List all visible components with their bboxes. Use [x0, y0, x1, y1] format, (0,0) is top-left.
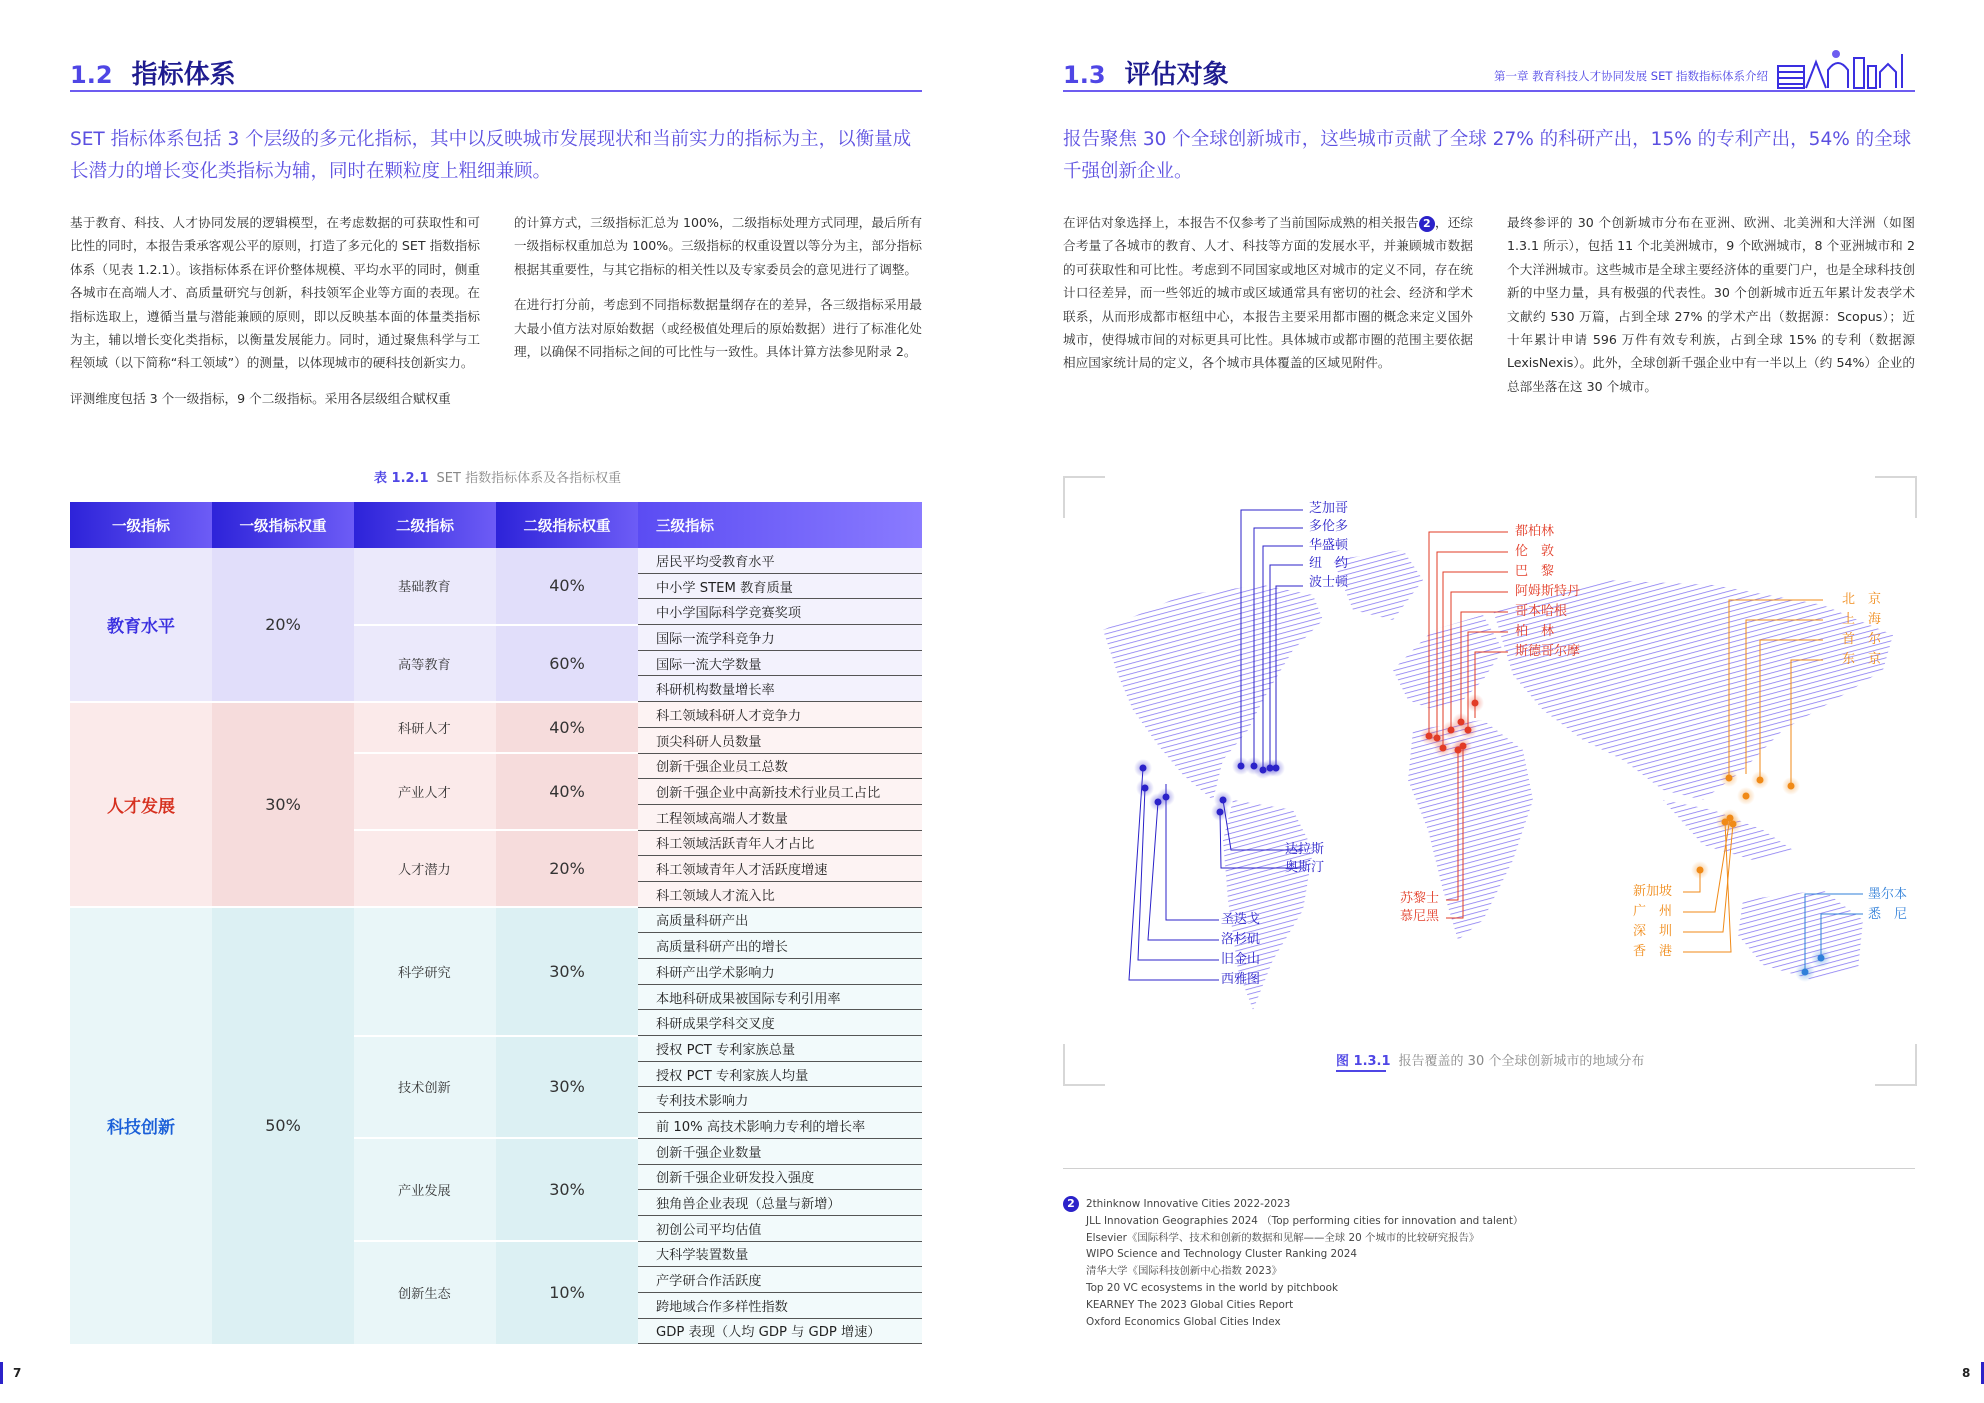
right-section-heading	[1063, 54, 1229, 91]
city-label: 墨尔本	[1868, 887, 1908, 902]
city-label: 苏黎士	[1400, 891, 1440, 906]
level2-name: 产业发展	[354, 1138, 496, 1241]
level2-name: 科学研究	[354, 907, 496, 1035]
city-label-group-na-mid	[1285, 841, 1324, 877]
city-skyline-logo	[1776, 48, 1916, 90]
city-label: 奥斯汀	[1285, 860, 1325, 875]
city-label: 新加坡	[1633, 884, 1673, 899]
level3-item: 科研成果学科交叉度	[638, 1010, 922, 1036]
city-label: 西雅图	[1221, 972, 1261, 987]
level3-item: 独角兽企业表现（总量与新增）	[638, 1190, 922, 1216]
city-label: 圣迭戈	[1221, 912, 1261, 927]
city-label: 悉 尼	[1868, 907, 1908, 922]
chapter-header: 第一章 教育科技人才协同发展 SET 指数指标体系介绍	[1494, 69, 1769, 83]
paragraph: 基于教育、科技、人才协同发展的逻辑模型，在考虑数据的可获取性和可比性的同时，本报告秉承客观公平的原则，打造了多元化的 SET 指数指标体系（见表 1.2.1）。该指标体系在评价整体规模、平均水平的同时，侧重各城市在高端人才、高质量研究与创新，科技领军企业等方面的表现。在指标选取上，遵循当量与潜能兼顾的原则，即以反映基本面的体量类指标为主，辅以增长变化类指标，以衡量发展能力。同时，通过聚焦科学与工程领域（以下简称“科工领域”）的测量，以体现城市的硬科技创新实力。	[70, 215, 480, 371]
city-label: 多伦多	[1309, 519, 1349, 535]
right-page-number: 8	[1962, 1366, 1971, 1380]
indicator-table	[70, 502, 922, 1344]
level2-weight: 30%	[496, 1138, 638, 1241]
city-label-group-na-bottom	[1221, 910, 1260, 990]
header-cell: 二级指标权重	[496, 502, 638, 548]
right-heading-rule	[1063, 90, 1915, 92]
level3-item: 产学研合作活跃度	[638, 1267, 922, 1293]
level3-item: 顶尖科研人员数量	[638, 727, 922, 753]
level3-item: 本地科研成果被国际专利引用率	[638, 984, 922, 1010]
paragraph	[1063, 211, 1473, 375]
level2-weight: 40%	[496, 753, 638, 830]
level2-weight: 40%	[496, 548, 638, 625]
city-label-group-oc	[1868, 885, 1907, 925]
city-label: 东 京	[1842, 652, 1882, 667]
level3-item: 工程领域高端人才数量	[638, 804, 922, 830]
level2-weight: 40%	[496, 702, 638, 753]
section-number: 1.3	[1063, 61, 1106, 89]
reference-item: JLL Innovation Geographies 2024 （Top performing cities for innovation and talent）	[1086, 1214, 1524, 1227]
level1-weight: 30%	[212, 702, 354, 908]
city-label: 芝加哥	[1309, 501, 1349, 516]
city-label: 伦 敦	[1515, 544, 1555, 559]
level2-name: 创新生态	[354, 1241, 496, 1344]
left-lead-paragraph: SET 指标体系包括 3 个层级的多元化指标，其中以反映城市发展现状和当前实力的指标为主，以衡量成长潜力的增长变化类指标为辅，同时在颗粒度上粗细兼顾。	[70, 129, 912, 182]
city-label-group-as-top	[1842, 590, 1881, 670]
paragraph-text: 在评估对象选择上，本报告不仅参考了当前国际成熟的相关报告	[1063, 215, 1419, 230]
footnote-divider	[1063, 1168, 1915, 1169]
figure-caption	[1336, 1050, 1644, 1069]
header-cell: 三级指标	[638, 502, 922, 548]
table-row	[70, 907, 922, 933]
header-cell: 一级指标权重	[212, 502, 354, 548]
section-title: 指标体系	[131, 60, 236, 90]
city-label: 慕尼黑	[1400, 909, 1440, 924]
city-label: 香 港	[1633, 944, 1673, 959]
reference-item: Top 20 VC ecosystems in the world by pitchbook	[1086, 1281, 1339, 1294]
frame-corner	[1875, 1044, 1917, 1086]
level3-item: 创新千强企业中高新技术行业员工占比	[638, 779, 922, 805]
city-label: 旧金山	[1221, 952, 1261, 967]
level3-item: 居民平均受教育水平	[638, 548, 922, 573]
level3-item: GDP 表现（人均 GDP 与 GDP 增速）	[638, 1318, 922, 1344]
table-row	[70, 702, 922, 728]
city-label: 北 京	[1842, 592, 1882, 607]
world-city-map	[1063, 500, 1915, 1040]
level3-item: 大科学装置数量	[638, 1241, 922, 1267]
level3-item: 高质量科研产出	[638, 907, 922, 933]
level3-item: 科工领域人才流入比	[638, 881, 922, 907]
level3-item: 科工领域活跃青年人才占比	[638, 830, 922, 856]
level2-weight: 10%	[496, 1241, 638, 1344]
level1-name: 人才发展	[70, 702, 212, 908]
left-section-heading	[70, 54, 236, 91]
level2-name: 产业人才	[354, 753, 496, 830]
city-label: 华盛顿	[1309, 537, 1349, 553]
city-label: 达拉斯	[1285, 842, 1325, 857]
city-label: 深 圳	[1633, 924, 1673, 939]
level3-item: 国际一流学科竞争力	[638, 625, 922, 651]
right-lead-paragraph: 报告聚焦 30 个全球创新城市，这些城市贡献了全球 27% 的科研产出，15% 的专利产出，54% 的全球千强创新企业。	[1063, 129, 1912, 182]
table-caption-text: SET 指数指标体系及各指标权重	[436, 471, 622, 486]
reference-item: 清华大学《国际科技创新中心指数 2023》	[1086, 1265, 1282, 1278]
reference-item: 2thinknow Innovative Cities 2022-2023	[1086, 1198, 1291, 1210]
level1-weight: 50%	[212, 907, 354, 1344]
reference-item: Elsevier《国际科学、技术和创新的数据和见解——全球 20 个城市的比较研究报告》	[1086, 1231, 1480, 1244]
level2-name: 基础教育	[354, 548, 496, 625]
left-heading-rule	[70, 90, 922, 92]
level3-item: 跨地域合作多样性指数	[638, 1292, 922, 1318]
level3-item: 创新千强企业员工总数	[638, 753, 922, 779]
level2-name: 技术创新	[354, 1036, 496, 1139]
city-label: 巴 黎	[1515, 564, 1555, 579]
level2-name: 高等教育	[354, 625, 496, 702]
level3-item: 科工领域青年人才活跃度增速	[638, 856, 922, 882]
city-label: 上 海	[1842, 612, 1882, 627]
section-title: 评估对象	[1124, 60, 1229, 90]
level3-item: 科工领域科研人才竞争力	[638, 702, 922, 728]
city-label: 斯德哥尔摩	[1515, 644, 1581, 659]
reference-item: KEARNEY The 2023 Global Cities Report	[1086, 1298, 1294, 1311]
figure-caption-label: 图 1.3.1	[1336, 1054, 1391, 1069]
city-label-group-as-bottom	[1633, 882, 1672, 962]
city-label: 阿姆斯特丹	[1515, 584, 1581, 599]
level2-weight: 60%	[496, 625, 638, 702]
table-row	[70, 548, 922, 573]
level3-item: 中小学国际科学竞赛奖项	[638, 599, 922, 625]
reference-badge: 2	[1419, 216, 1435, 232]
table-header-row	[70, 502, 922, 548]
right-body-col1	[1063, 211, 1473, 387]
table-caption-label: 表 1.2.1	[374, 471, 429, 486]
level1-weight: 20%	[212, 548, 354, 702]
level3-item: 科研机构数量增长率	[638, 676, 922, 702]
city-label: 广 州	[1633, 904, 1673, 919]
city-label-group-eu-top	[1515, 522, 1580, 662]
europe-shape	[1393, 615, 1503, 710]
left-page-marker	[0, 1362, 3, 1384]
level3-item: 授权 PCT 专利家族总量	[638, 1036, 922, 1062]
reference-badge: 2	[1063, 1196, 1079, 1212]
city-label: 都柏林	[1515, 524, 1555, 539]
figure-caption-text: 报告覆盖的 30 个全球创新城市的地域分布	[1398, 1054, 1645, 1069]
right-body-col2	[1507, 211, 1915, 410]
level3-item: 高质量科研产出的增长	[638, 933, 922, 959]
city-label: 哥本哈根	[1515, 604, 1568, 619]
level3-item: 创新千强企业研发投入强度	[638, 1164, 922, 1190]
city-label-group-eu-bottom	[1400, 890, 1439, 926]
paragraph-text: ，还综合考量了各城市的教育、人才、科技等方面的发展水平，并兼顾城市数据的可获取性和可比性。考虑到不同国家或地区对城市的定义不同，存在统计口径差异，而一些邻近的城市或区域通常具有密切的社会、经济和学术联系，从而形成都市枢纽中心，本报告主要采用都市圈的概念来定义国外城市，使得城市间的对标更具可比性。具体城市或都市圈的范围主要依据相应国家统计局的定义，各个城市具体覆盖的区域见附件。	[1063, 215, 1474, 371]
level2-weight: 30%	[496, 1036, 638, 1139]
section-number: 1.2	[70, 61, 113, 89]
city-label: 洛杉矶	[1221, 932, 1261, 947]
paragraph: 在进行打分前，考虑到不同指标数据量纲存在的差异，各三级指标采用最大最小值方法对原始数据（或经极值处理后的原始数据）进行了标准化处理，以确保不同指标之间的可比性与一致性。具体计算方法参见附录 2。	[514, 297, 922, 360]
level3-item: 前 10% 高技术影响力专利的增长率	[638, 1113, 922, 1139]
level3-item: 国际一流大学数量	[638, 650, 922, 676]
city-label-group-na-top	[1309, 500, 1348, 592]
city-label: 波士顿	[1309, 574, 1349, 590]
reference-list	[1086, 1196, 1523, 1330]
level3-item: 中小学 STEM 教育质量	[638, 573, 922, 599]
left-body-col1	[70, 211, 480, 422]
city-label: 首 尔	[1842, 632, 1882, 647]
level3-item: 科研产出学术影响力	[638, 959, 922, 985]
city-label: 柏 林	[1515, 624, 1555, 639]
reference-item: Oxford Economics Global Cities Index	[1086, 1315, 1281, 1328]
reference-item: WIPO Science and Technology Cluster Ranking 2024	[1086, 1248, 1357, 1261]
level3-item: 授权 PCT 专利家族人均量	[638, 1061, 922, 1087]
header-cell: 二级指标	[354, 502, 496, 548]
city-label: 纽 约	[1309, 556, 1349, 572]
level1-name: 教育水平	[70, 548, 212, 702]
header-cell: 一级指标	[70, 502, 212, 548]
paragraph: 最终参评的 30 个创新城市分布在亚洲、欧洲、北美洲和大洋洲（如图 1.3.1 所示），包括 11 个北美洲城市，9 个欧洲城市，8 个亚洲城市和 2 个大洋洲城市。这些城市是全球主要经济体的重要门户，也是全球科技创新的中坚力量，具有极强的代表性。30 个创新城市近五年累计发表学术文献约 530 万篇，占到全球 27% 的学术产出（数据源：Scopus）；近十年累计申请 596 万件有效专利族，占到全球 15% 的专利（数据源 LexisNexis）。此外，全球创新千强企业中有一半以上（约 54%）企业的总部坐落在这 30 个城市。	[1507, 215, 1915, 394]
level2-weight: 30%	[496, 907, 638, 1035]
level2-name: 科研人才	[354, 702, 496, 753]
left-body-col2	[514, 211, 922, 375]
paragraph: 的计算方式，三级指标汇总为 100%，二级指标处理方式同理，最后所有一级指标权重加总为 100%。三级指标的权重设置以等分为主，部分指标根据其重要性，与其它指标的相关性以及专家委员会的意见进行了调整。	[514, 215, 922, 277]
level2-name: 人才潜力	[354, 830, 496, 907]
paragraph: 评测维度包括 3 个一级指标，9 个二级指标。采用各层级组合赋权重	[70, 390, 451, 406]
level2-weight: 20%	[496, 830, 638, 907]
figure-caption-underline	[1336, 1070, 1386, 1072]
level3-item: 创新千强企业数量	[638, 1138, 922, 1164]
level1-name: 科技创新	[70, 907, 212, 1344]
left-page-number: 7	[13, 1366, 22, 1380]
level3-item: 初创公司平均估值	[638, 1215, 922, 1241]
frame-corner	[1063, 1044, 1105, 1086]
level3-item: 专利技术影响力	[638, 1087, 922, 1113]
table-caption	[374, 467, 621, 486]
